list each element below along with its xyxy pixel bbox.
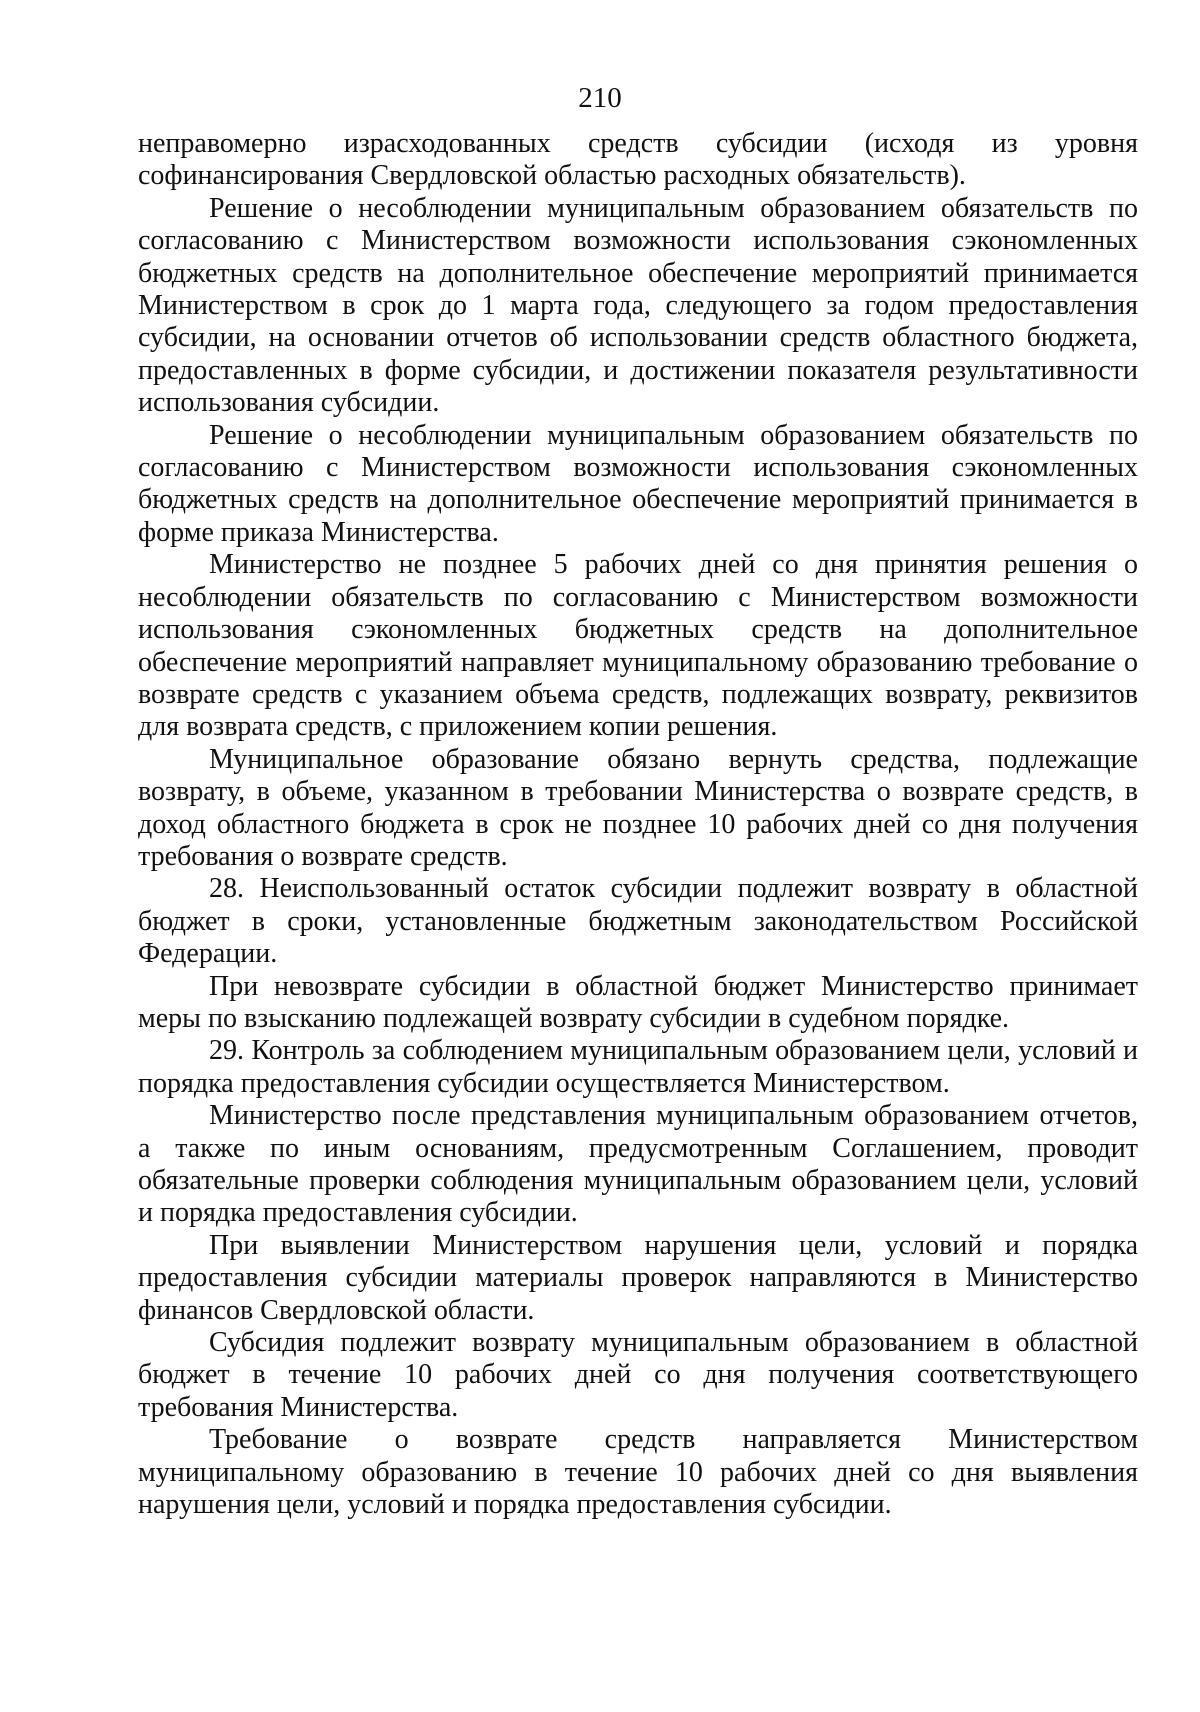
paragraph-item-29: 29. Контроль за соблюдением муниципальным образованием цели, условий и порядка предоставления субсидии осуществляется Министерством. <box>138 1035 1138 1099</box>
paragraph-requirement-sent: Требование о возврате средств направляется Министерством муниципальному образованию в течение 10 рабочих дней со дня выявления нарушения цели, условий и порядка предоставления субсидии. <box>138 1424 1138 1521</box>
page-number: 210 <box>578 82 622 114</box>
paragraph-decision-deadline: Решение о несоблюдении муниципальным образованием обязательств по согласованию с Министерством возможности использования сэкономленных бюджетных средств на дополнительное обеспечение мероприятий принимается Министерством в срок до 1 марта года, следующего за годом предоставления субсидии, на основании отчетов об использовании средств областного бюджета, предоставленных в форме субсидии, и достижении показателя результативности использования субсидии. <box>138 192 1138 419</box>
paragraph-violation-materials: При выявлении Министерством нарушения цели, условий и порядка предоставления субсидии материалы проверок направляются в Министерство финансов Свердловской области. <box>138 1229 1138 1326</box>
paragraph-subsidy-return: Субсидия подлежит возврату муниципальным образованием в областной бюджет в течение 10 рабочих дней со дня получения соответствующего требования Министерства. <box>138 1327 1138 1423</box>
paragraph-court-recovery: При невозврате субсидии в областной бюджет Министерство принимает меры по взысканию подлежащей возврату субсидии в судебном порядке. <box>138 970 1138 1034</box>
paragraph-item-28: 28. Неиспользованный остаток субсидии подлежит возврату в областной бюджет в сроки, установленные бюджетным законодательством Российской Федерации. <box>138 873 1138 970</box>
paragraph-decision-form: Решение о несоблюдении муниципальным образованием обязательств по согласованию с Министерством возможности использования сэкономленных бюджетных средств на дополнительное обеспечение мероприятий принимается в форме приказа Министерства. <box>138 419 1138 548</box>
document-body <box>138 128 1138 1521</box>
paragraph-continuation: неправомерно израсходованных средств субсидии (исходя из уровня софинансирования Свердловской областью расходных обязательств). <box>138 128 1138 192</box>
paragraph-return-requirement: Министерство не позднее 5 рабочих дней со дня принятия решения о несоблюдении обязательств по согласованию с Министерством возможности использования сэкономленных бюджетных средств на дополнительное обеспечение мероприятий направляет муниципальному образованию требование о возврате средств с указанием объема средств, подлежащих возврату, реквизитов для возврата средств, с приложением копии решения. <box>138 549 1138 743</box>
paragraph-municipal-obligation: Муниципальное образование обязано вернуть средства, подлежащие возврату, в объеме, указанном в требовании Министерства о возврате средств, в доход областного бюджета в срок не позднее 10 рабочих дней со дня получения требования о возврате средств. <box>138 743 1138 872</box>
paragraph-inspections: Министерство после представления муниципальным образованием отчетов, а также по иным основаниям, предусмотренным Соглашением, проводит обязательные проверки соблюдения муниципальным образованием цели, условий и порядка предоставления субсидии. <box>138 1100 1138 1229</box>
